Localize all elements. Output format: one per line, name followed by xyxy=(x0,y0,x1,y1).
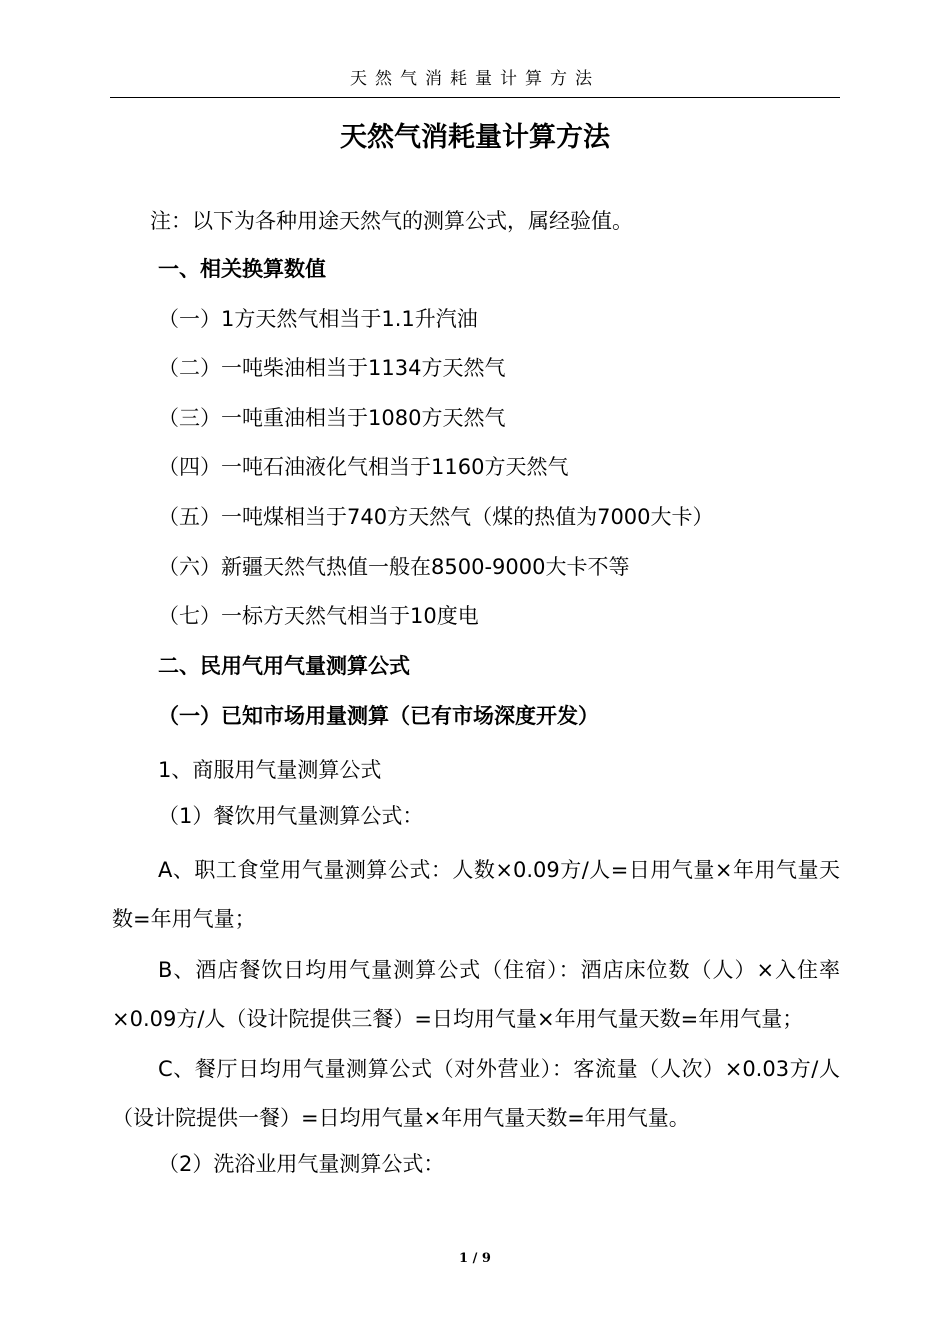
conversion-item-2: （二）一吨柴油相当于1134方天然气 xyxy=(158,356,506,380)
section-heading-1: 一、相关换算数值 xyxy=(158,257,326,281)
subsection-heading: （一）已知市场用量测算（已有市场深度开发） xyxy=(158,704,599,728)
list-item-commercial: 1、商服用气量测算公式 xyxy=(158,758,382,782)
document-title: 天然气消耗量计算方法 xyxy=(340,122,610,153)
formula-paragraph-c: C、餐厅日均用气量测算公式（对外营业）：客流量（人次）×0.03方/人（设计院提供一餐）=日均用气量×年用气量天数=年用气量。 xyxy=(112,1057,840,1130)
list-item-bathing: （2）洗浴业用气量测算公式： xyxy=(158,1152,445,1176)
conversion-item-3: （三）一吨重油相当于1080方天然气 xyxy=(158,406,506,430)
conversion-item-5: （五）一吨煤相当于740方天然气（煤的热值为7000大卡） xyxy=(158,505,714,529)
conversion-item-1: （一）1方天然气相当于1.1升汽油 xyxy=(158,307,478,331)
running-header: 天然气消耗量计算方法 xyxy=(350,69,600,89)
note-text: 注：以下为各种用途天然气的测算公式，属经验值。 xyxy=(150,209,633,233)
section-heading-2: 二、民用气用气量测算公式 xyxy=(158,654,410,678)
formula-paragraph-a: A、职工食堂用气量测算公式：人数×0.09方/人=日用气量×年用气量天数=年用气量； xyxy=(112,858,840,931)
conversion-item-6: （六）新疆天然气热值一般在8500-9000大卡不等 xyxy=(158,555,630,579)
page-number: 1 / 9 xyxy=(459,1251,491,1266)
formula-paragraph-b: B、酒店餐饮日均用气量测算公式（住宿）：酒店床位数（人）×入住率×0.09方/人（设计院提供三餐）=日均用气量×年用气量天数=年用气量； xyxy=(112,958,840,1031)
conversion-item-7: （七）一标方天然气相当于10度电 xyxy=(158,604,479,628)
conversion-item-4: （四）一吨石油液化气相当于1160方天然气 xyxy=(158,455,569,479)
header-divider xyxy=(110,97,840,98)
list-item-catering: （1）餐饮用气量测算公式： xyxy=(158,804,424,828)
